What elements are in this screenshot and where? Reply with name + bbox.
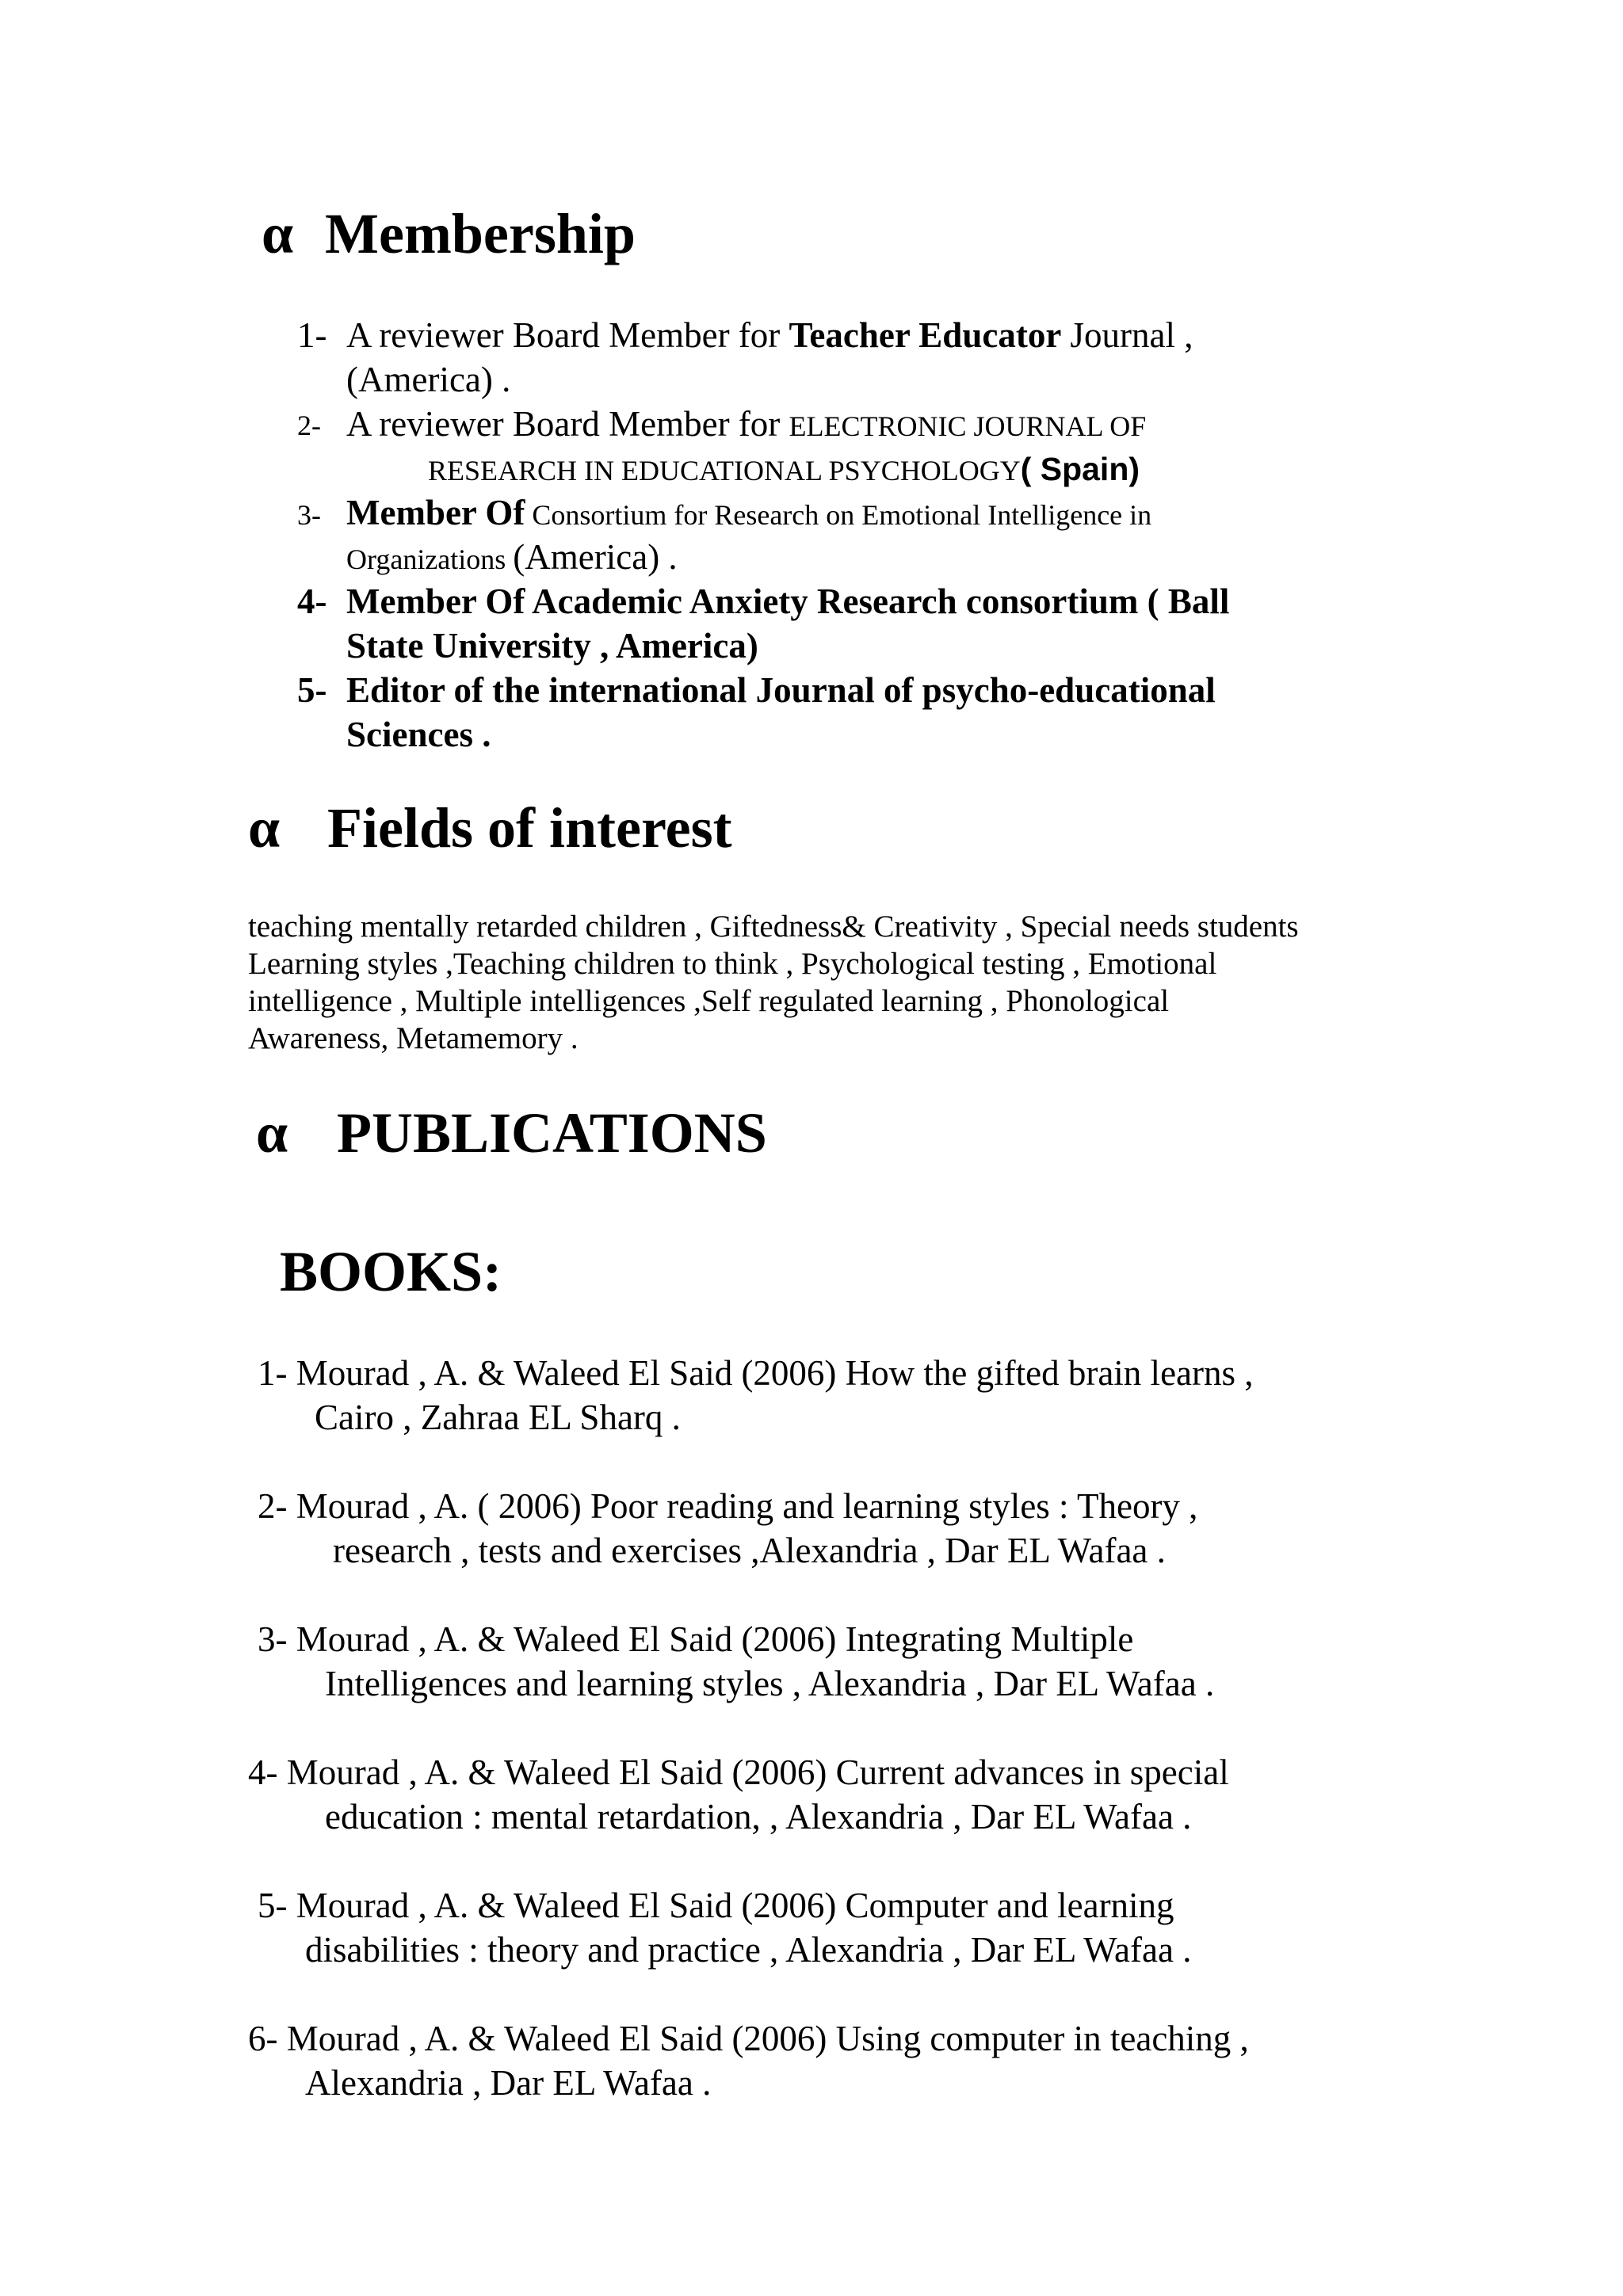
book-5-line2: disabilities : theory and practice , Alexandria , Dar EL Wafaa . — [305, 1930, 1192, 1970]
fields-line: intelligence , Multiple intelligences ,Self regulated learning , Phonological — [248, 984, 1170, 1018]
membership-item-1-line1: A reviewer Board Member for Teacher Educator Journal , — [346, 315, 1193, 355]
membership-item-1-number: 1- — [297, 315, 327, 355]
membership-item-5-line1: Editor of the international Journal of psycho-educational — [346, 670, 1216, 710]
membership-item-4-number: 4- — [297, 582, 327, 621]
membership-title: Membership — [325, 202, 636, 265]
book-2-line1: 2- Mourad , A. ( 2006) Poor reading and learning styles : Theory , — [258, 1486, 1198, 1526]
membership-item-4-line2: State University , America) — [346, 626, 758, 666]
books-heading: BOOKS: — [280, 1240, 502, 1303]
membership-item-2-line1: A reviewer Board Member for ELECTRONIC JOURNAL OF — [346, 404, 1147, 444]
book-2-line2: research , tests and exercises ,Alexandria , Dar EL Wafaa . — [333, 1531, 1166, 1570]
fields-line: Learning styles ,Teaching children to think , Psychological testing , Emotional — [248, 947, 1217, 981]
book-3-line1: 3- Mourad , A. & Waleed El Said (2006) Integrating Multiple — [258, 1619, 1134, 1659]
alpha-bullet-icon: α — [248, 796, 281, 860]
publications-heading — [256, 1101, 767, 1165]
fields-heading — [248, 796, 732, 860]
book-1-line1: 1- Mourad , A. & Waleed El Said (2006) How the gifted brain learns , — [258, 1353, 1254, 1393]
fields-paragraph — [248, 908, 1299, 1057]
fields-title: Fields of interest — [327, 796, 732, 860]
membership-heading — [262, 202, 636, 265]
book-5-line1: 5- Mourad , A. & Waleed El Said (2006) Computer and learning — [258, 1886, 1174, 1925]
membership-item-4-line1: Member Of Academic Anxiety Research consortium ( Ball — [346, 582, 1230, 621]
membership-item-3-line2: Organizations (America) . — [346, 537, 678, 577]
membership-item-2-number: 2- — [297, 410, 321, 441]
book-6-line2: Alexandria , Dar EL Wafaa . — [305, 2063, 712, 2103]
alpha-bullet-icon: α — [262, 202, 294, 265]
book-6-line1: 6- Mourad , A. & Waleed El Said (2006) Using computer in teaching , — [248, 2019, 1249, 2058]
fields-line: Awareness, Metamemory . — [248, 1021, 579, 1055]
alpha-bullet-icon: α — [256, 1101, 288, 1165]
membership-item-5-number: 5- — [297, 670, 327, 710]
membership-item-3-line1: Member Of Consortium for Research on Emotional Intelligence in — [346, 493, 1152, 532]
book-3-line2: Intelligences and learning styles , Alexandria , Dar EL Wafaa . — [325, 1664, 1215, 1703]
fields-line: teaching mentally retarded children , Giftedness& Creativity , Special needs students — [248, 910, 1299, 944]
membership-item-2-line2: RESEARCH IN EDUCATIONAL PSYCHOLOGY( Spain) — [428, 451, 1140, 487]
membership-item-5-line2: Sciences . — [346, 715, 491, 754]
membership-item-3-number: 3- — [297, 499, 321, 531]
book-4-line2: education : mental retardation, , Alexandria , Dar EL Wafaa . — [325, 1797, 1192, 1836]
book-4-line1: 4- Mourad , A. & Waleed El Said (2006) Current advances in special — [248, 1753, 1229, 1792]
membership-item-1-line2: (America) . — [346, 360, 511, 399]
publications-title: PUBLICATIONS — [337, 1101, 767, 1165]
book-1-line2: Cairo , Zahraa EL Sharq . — [315, 1398, 681, 1437]
